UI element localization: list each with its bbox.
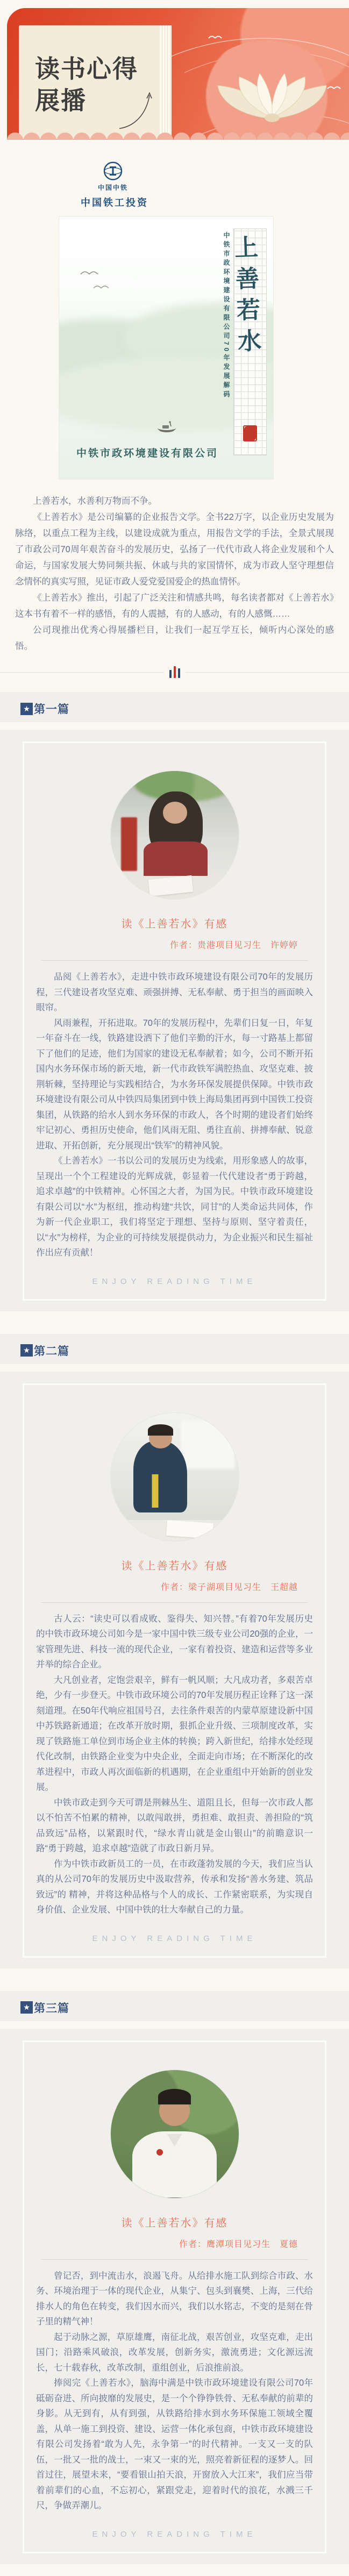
divider xyxy=(41,960,308,961)
essay-paragraph: 古人云：“读史可以看成败、鉴得失、知兴替。”有着70年发展历史的中铁市政环境公司如今是一家中国中铁三级专业公司20强的企业，一家管理先进、科技一流的现代企业，一家有着投资、建造和运营等多业并举的综合企业。 xyxy=(36,1611,313,1673)
essay-paragraph: 曾记否，到中流击水，浪遏飞舟。从给排水施工队到综合市政、水务、环境治理于一体的现代企业，从集宁、包头到襄樊、上海，三代给排水人的角色在转变，我们因水而兴，我们以水铭志，不变的是刻在骨子里的精气神！ xyxy=(36,2268,313,2330)
section-divider xyxy=(0,666,349,678)
cover-side-text: 中铁市政环境建设有限公司70年发展解码 xyxy=(222,232,231,420)
section-gap xyxy=(0,1968,349,1991)
section-1 xyxy=(0,692,349,1311)
logo-label: 中国中铁 xyxy=(81,183,145,192)
bars-divider-icon xyxy=(169,666,180,678)
essay-title: 读《上善若水》有感 xyxy=(36,1557,313,1573)
section-header xyxy=(0,701,349,717)
page-edges xyxy=(160,25,172,139)
cover-calligraphy: 上善若水 xyxy=(226,234,266,413)
essay-paragraph: 《上善若水》一书以公司的发展历史为线索，用形象感人的故事，呈现出一个个工程建设的光辉成就，彰显着一代代建设者“勇于跨越，追求卓越”的中铁精神。心怀国之大者，为国为民。中铁市政环境建设有限公司以“水”为枢纽，推动构建“共饮，同甘”的人类命运共同体，作为新一代企业职工，我们将坚定于理想、坚持与原则、坚守着责任，以“水”为榜样，为企业的可持续发展提供动力，为企业振兴和民生福祉作出应有贡献！ xyxy=(36,1153,313,1261)
page-bottom-gap xyxy=(0,2564,349,2576)
portrait-photo xyxy=(111,2070,239,2198)
essay-paragraph: 中铁市政走到今天可谓是荆棘丛生、道阻且长，但每一次市政人都以不怕苦不怕累的精神，以敢闯敢拼，勇担难、敢担责、善担险的“筑品致远”品格，以紧跟时代，“绿水青山就是金山银山”的前瞻意识一路“勇于跨越，追求卓越”造就了市政日新月异。 xyxy=(36,1795,313,1857)
divider-line xyxy=(0,672,164,673)
divider xyxy=(41,2259,308,2260)
section-3 xyxy=(0,1991,349,2564)
book-cover xyxy=(59,217,273,479)
portrait-photo xyxy=(111,771,239,899)
portrait-photo xyxy=(111,1413,239,1541)
section-label: 第三篇 xyxy=(34,2000,69,2016)
intro-paragraph: 上善若水，水善利万物而不争。 xyxy=(15,493,334,509)
strip-divider xyxy=(0,2021,349,2029)
essay-body xyxy=(36,1611,313,1918)
star-icon: ★ xyxy=(20,1344,33,1357)
essay-paragraph: 品阅《上善若水》，走进中铁市政环境建设有限公司70年的发展历程，三代建设者攻坚克难、顽强拼搏、无私奉献、勇于担当的画面映入眼帘。 xyxy=(36,969,313,1016)
divider xyxy=(41,1602,308,1603)
essay-paragraph: 作为中铁市政新员工的一员，在市政蓬勃发展的今天，我们应当认真的从公司70年的发展历史中汲取营养，传承和发扬“善水务建、筑品致远”的 精神，并将这种品格与个人的成长、工作紧密联系，为实现自身价值、企业发展、中国中铁的壮大奉献自己的力量。 xyxy=(36,1857,313,1918)
publisher-name: 中国铁工投资 xyxy=(81,195,145,209)
banner-title-line2: 展播 xyxy=(35,85,138,117)
bird-icon xyxy=(77,268,126,295)
essay-author: 作者：梁子湖项目见习生 王超越 xyxy=(36,1580,313,1593)
boat-icon xyxy=(155,420,179,434)
enjoy-footer: ENJOY READING TIME xyxy=(36,2530,313,2539)
open-book-icon xyxy=(210,50,334,131)
banner-title-line1: 读书心得 xyxy=(35,53,138,85)
essay-author: 作者：贵港项目见习生 许婷婷 xyxy=(36,938,313,951)
star-icon: ★ xyxy=(20,703,33,715)
strip-divider xyxy=(0,722,349,730)
section-header xyxy=(0,2000,349,2016)
section-label: 第二篇 xyxy=(34,1343,69,1359)
red-seal-icon xyxy=(243,425,257,441)
essay-title: 读《上善若水》有感 xyxy=(36,915,313,931)
cover-company-name: 中铁市政环境建设有限公司 xyxy=(59,445,236,460)
essay-card xyxy=(23,2040,326,2553)
essay-card xyxy=(23,741,326,1301)
scallop-edge xyxy=(7,128,349,140)
divider-line xyxy=(186,672,349,673)
essay-paragraph: 大凡创业者，定饱尝艰辛，鲜有一帆风顺；大凡成功者，多艰苦卓绝，少有一步登天。中铁市政环境公司的70年发展历程正诠释了这一深刻道理。在50年代响应祖国号召，去往条件艰苦的内蒙草原建设新中国中苏铁路新通道；在改革开放时期，狠抓企业升级、三项制度改革，实现了铁路施工单位到市场企业主体的转换；跨入新世纪，给排水处经现代化改制，由铁路企业变为中央企业，全面走向市场；在不断深化的改革进程中，市政人再次面临新的机遇期，在企业重组中开始新的创业发展。 xyxy=(36,1673,313,1795)
essay-title: 读《上善若水》有感 xyxy=(36,2214,313,2230)
essay-card xyxy=(23,1383,326,1958)
essay-author: 作者：鹰潭项目见习生 夏德 xyxy=(36,2237,313,2250)
essay-paragraph: 风雨兼程，开拓进取。70年的发展历程中，先辈们日复一日，年复一年奋斗在一线，铁路建设洒下了他们辛勤的汗水，每一寸路基上都留下了他们的足迹，他们为国家的建设无私奉献着；如今，公司不断开拓国内水务环保市场的新天地，新一代市政铁军满腔热血、攻坚克难、披荆斩棘，坚持理论与实践相结合，为水务环保发展提供保障。中铁市政环境建设有限公司从中铁四局集团到中铁上海局集团再到中国铁工投资集团，从铁路的给水人到水务环保的市政人，各个时期的建设者们始终牢记初心、勇担历史使命，他们风雨无阻、勇往直前、拼搏奉献、锐意进取、开拓创新，充分展现出“铁军”的精神风貌。 xyxy=(36,1016,313,1154)
intro-paragraph: 公司现推出优秀心得展播栏目，让我们一起互学互长，倾听内心深处的感悟。 xyxy=(15,622,334,654)
section-label: 第一篇 xyxy=(34,701,69,717)
intro-paragraph: 《上善若水》推出，引起了广泛关注和情感共鸣，每名读者都对《上善若水》这本书有着不一样的感悟，有的人震撼，有的人感动，有的人感慨…… xyxy=(15,590,334,622)
banner-title-card xyxy=(19,25,160,139)
star-icon: ★ xyxy=(20,2001,33,2014)
strip-divider xyxy=(0,1364,349,1372)
crec-logo-icon xyxy=(102,160,124,182)
section-2 xyxy=(0,1334,349,1968)
intro-block xyxy=(0,479,349,654)
essay-body xyxy=(36,969,313,1261)
intro-paragraph: 《上善若水》是公司编纂的企业报告文学。全书22万字，以企业历史发展为脉络，以重点工程为主线，以建设成就为重点，用报告文学的手法，全景式展现了市政公司70周年艰苦奋斗的发展历史，弘扬了一代代市政人将企业发展和个人命运，与国家发展大势同频共振、休戚与共的家国情怀，成为市政人坚守理想信念情怀的真实写照，见证市政人爱党爱国爱企的热血情怀。 xyxy=(15,509,334,590)
curved-arrow-icon xyxy=(118,89,156,132)
essay-paragraph: 起于动脉之源，草原雄鹰，南征北战，艰苦创业，攻坚克难，走出国门；沿路乘风破浪，改革发展，创新务实，激流勇进；文化源远流长，七十载春秋，改革改制，重组创业，后浪推前浪。 xyxy=(36,2330,313,2376)
section-header xyxy=(0,1343,349,1359)
header-banner xyxy=(7,8,349,140)
enjoy-footer: ENJOY READING TIME xyxy=(36,1277,313,1286)
publisher-block xyxy=(81,160,145,209)
bird-icon xyxy=(209,37,222,39)
section-gap xyxy=(0,1311,349,1334)
essay-body xyxy=(36,2268,313,2514)
enjoy-footer: ENJOY READING TIME xyxy=(36,1934,313,1943)
essay-paragraph: 捧阅完《上善若水》，脑海中满是中铁市政环境建设有限公司70年砥砺奋进、所向披靡的发展史，是一个个铮铮铁骨、无私奉献的前辈的身影。从无到有，从有到强，从铁路给排水到水务环保施工领域全覆盖，从单一施工到投资、建设、运营一体化承包商，中铁市政环境建设有限公司发扬着“敢为人先，永争第一”的时代精神。一支又一支的队伍，一批又一批的战士，一束又一束的光，照亮着新征程的逐梦人。回首过往，展望未来，“要看银山拍天浪，开窗放入大江来”，我们应当带着前辈们的心血，不忘初心，紧跟党走，迎着时代的浪花，水溅三千尺，争做弄潮儿。 xyxy=(36,2375,313,2514)
